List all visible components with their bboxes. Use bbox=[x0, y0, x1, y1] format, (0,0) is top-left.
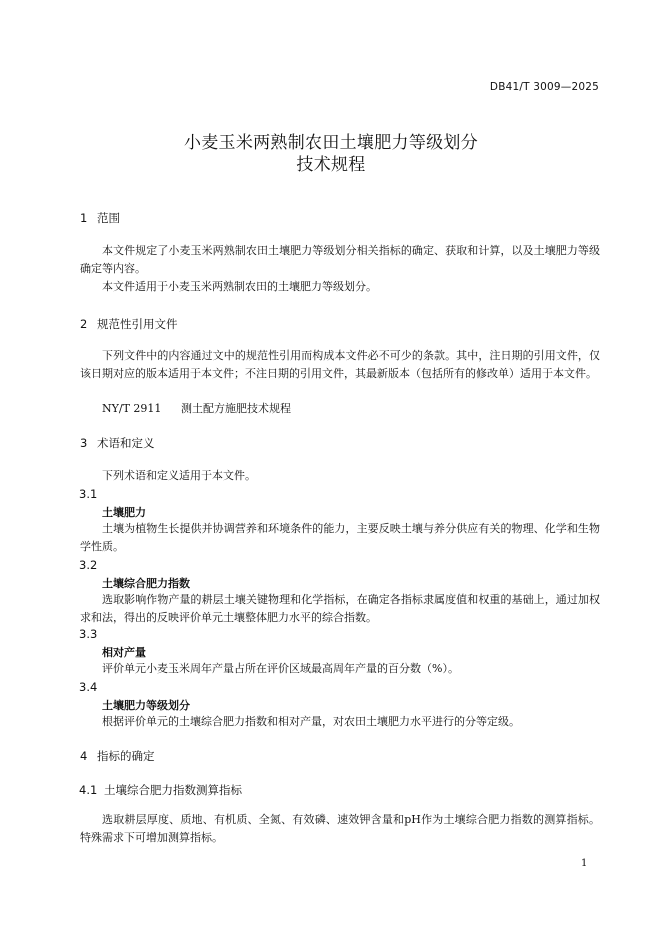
section-title: 术语和定义 bbox=[97, 436, 155, 450]
term-definition: 土壤为植物生长提供并协调营养和环境条件的能力，主要反映土壤与养分供应有关的物理、化学和生物学性质。 bbox=[80, 522, 600, 553]
term-number: 3.1 bbox=[79, 487, 98, 501]
section-2-paragraph-1: 下列文件中的内容通过文中的规范性引用而构成本文件必不可少的条款。其中，注日期的引用文件，仅该日期对应的版本适用于本文件；不注日期的引用文件，其最新版本（包括所有的修改单）适用于本文件。 bbox=[80, 349, 600, 380]
term-number: 3.3 bbox=[79, 627, 98, 641]
section-1-paragraph-1: 本文件规定了小麦玉米两熟制农田土壤肥力等级划分相关指标的确定、获取和计算，以及土壤肥力等级确定等内容。 bbox=[80, 244, 600, 275]
document-title-line-2: 技术规程 bbox=[296, 155, 366, 175]
term-definition: 选取影响作物产量的耕层土壤关键物理和化学指标，在确定各指标隶属度值和权重的基础上，通过加权求和法，得出的反映评价单元土壤整体肥力水平的综合指数。 bbox=[80, 593, 600, 624]
term-name: 土壤综合肥力指数 bbox=[102, 577, 190, 590]
subsection-4-1-heading bbox=[79, 782, 242, 798]
section-number: 1 bbox=[80, 211, 88, 225]
section-4-heading bbox=[80, 748, 155, 764]
section-2-heading bbox=[80, 316, 178, 332]
subsection-number: 4.1 bbox=[79, 783, 98, 797]
term-definition: 评价单元小麦玉米周年产量占所在评价区域最高周年产量的百分数（%）。 bbox=[102, 662, 459, 675]
term-name: 土壤肥力 bbox=[102, 506, 146, 519]
section-3-intro: 下列术语和定义适用于本文件。 bbox=[102, 469, 256, 482]
term-definition: 根据评价单元的土壤综合肥力指数和相对产量，对农田土壤肥力水平进行的分等定级。 bbox=[102, 715, 520, 728]
term-number: 3.4 bbox=[79, 680, 98, 694]
reference-code: NY/T 2911 bbox=[102, 402, 162, 415]
subsection-title: 土壤综合肥力指数测算指标 bbox=[104, 783, 242, 797]
term-number: 3.2 bbox=[79, 558, 98, 572]
term-name: 相对产量 bbox=[102, 646, 146, 659]
section-1-paragraph-2: 本文件适用于小麦玉米两熟制农田的土壤肥力等级划分。 bbox=[102, 280, 377, 293]
section-number: 2 bbox=[80, 317, 88, 331]
section-number: 3 bbox=[80, 436, 88, 450]
section-3-heading bbox=[80, 435, 155, 451]
section-number: 4 bbox=[80, 749, 88, 763]
term-name: 土壤肥力等级划分 bbox=[102, 699, 190, 712]
section-title: 指标的确定 bbox=[97, 749, 155, 763]
subsection-4-1-paragraph: 选取耕层厚度、质地、有机质、全氮、有效磷、速效钾含量和pH作为土壤综合肥力指数的测算指标。特殊需求下可增加测算指标。 bbox=[80, 813, 600, 844]
section-1-heading bbox=[80, 210, 120, 226]
document-title-line-1: 小麦玉米两熟制农田土壤肥力等级划分 bbox=[183, 133, 479, 153]
section-title: 规范性引用文件 bbox=[97, 317, 178, 331]
normative-reference bbox=[102, 400, 291, 416]
reference-title: 测土配方施肥技术规程 bbox=[181, 402, 291, 415]
document-code: DB41/T 3009—2025 bbox=[489, 81, 599, 93]
section-title: 范围 bbox=[97, 211, 120, 225]
page-number: 1 bbox=[581, 858, 588, 869]
